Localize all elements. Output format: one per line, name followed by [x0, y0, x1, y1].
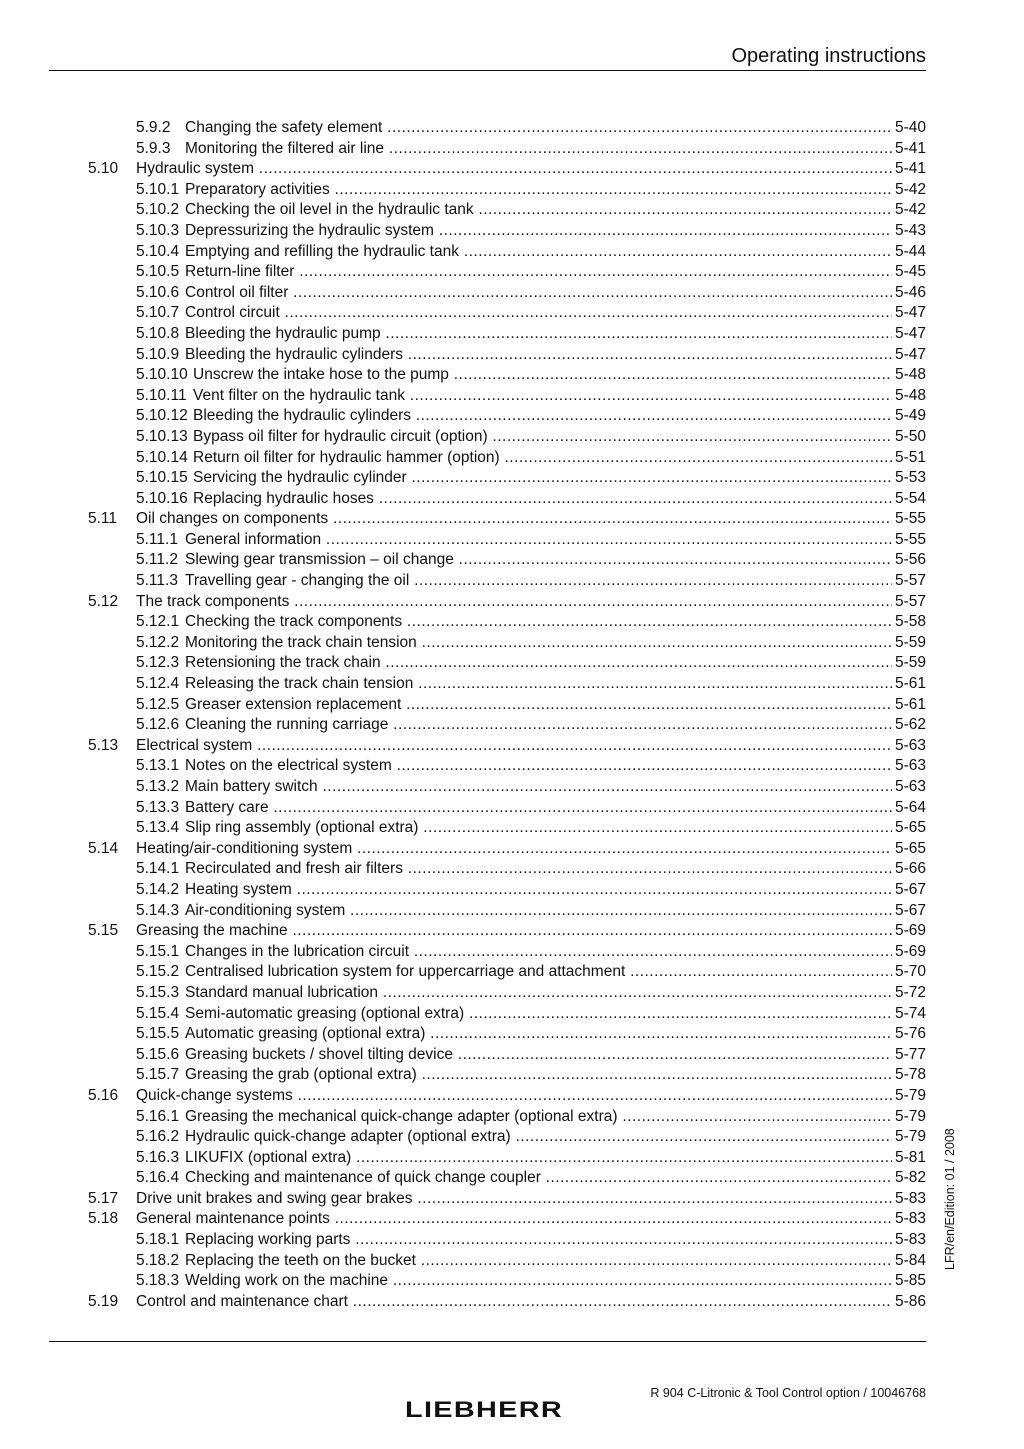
toc-entry-page: 5-79 [893, 1107, 926, 1128]
toc-entry-page: 5-42 [893, 200, 926, 221]
toc-entry-page: 5-70 [893, 962, 926, 983]
toc-entry-title: General information ..... [185, 530, 892, 551]
toc-entry-number: 5.18 [88, 1210, 119, 1228]
toc-entry-number: 5.10.13 [136, 427, 188, 445]
toc-entry[interactable] [88, 509, 926, 530]
toc-entry-title: General maintenance points ..... [136, 1209, 892, 1230]
toc-entry-number: 5.17 [88, 1189, 119, 1207]
toc-entry-title: Drive unit brakes and swing gear brakes ..... [136, 1189, 892, 1210]
toc-entry-title: Bleeding the hydraulic cylinders ..... [185, 345, 892, 366]
toc-entry-page: 5-43 [893, 221, 926, 242]
toc-entry-number: 5.12.5 [136, 695, 180, 713]
toc-entry[interactable] [88, 777, 926, 798]
toc-entry-title: Unscrew the intake hose to the pump ..... [193, 365, 892, 386]
toc-entry-page: 5-63 [893, 756, 926, 777]
toc-entry-number: 5.13 [88, 736, 119, 754]
toc-entry-page: 5-46 [893, 283, 926, 304]
toc-entry-number: 5.10.7 [136, 304, 180, 322]
toc-entry[interactable] [88, 962, 926, 983]
toc-entry-title: Slip ring assembly (optional extra) ..... [185, 818, 892, 839]
toc-entry-page: 5-42 [893, 180, 926, 201]
toc-entry-title: Control circuit ..... [185, 303, 892, 324]
toc-entry-number: 5.13.2 [136, 778, 180, 795]
toc-entry[interactable] [88, 1292, 926, 1313]
toc-entry-title: Quick-change systems ..... [136, 1086, 892, 1107]
toc-entry-title: Greasing the mechanical quick-change adapter (optional extra) ..... [185, 1107, 892, 1128]
toc-entry-title: Recirculated and fresh air filters ..... [185, 859, 892, 880]
toc-entry-title: Changing the safety element ..... [185, 118, 892, 139]
toc-entry[interactable] [88, 715, 926, 736]
toc-entry-title: Bleeding the hydraulic pump ..... [185, 324, 892, 345]
toc-entry-page: 5-50 [893, 427, 926, 448]
toc-entry[interactable] [88, 468, 926, 489]
toc-entry-page: 5-48 [893, 386, 926, 407]
toc-entry[interactable] [88, 221, 926, 242]
toc-entry-number: 5.15.4 [136, 1004, 180, 1022]
toc-entry-title: Preparatory activities ..... [185, 180, 892, 201]
toc-entry[interactable] [88, 1086, 926, 1107]
toc-entry-page: 5-85 [893, 1271, 926, 1292]
toc-entry-page: 5-63 [893, 777, 926, 798]
toc-entry-number: 5.10.8 [136, 324, 180, 342]
toc-entry-number: 5.12.6 [136, 716, 180, 734]
toc-entry-title: Notes on the electrical system ..... [185, 756, 892, 777]
toc-entry-title: Control oil filter ..... [185, 283, 892, 304]
toc-entry-page: 5-58 [893, 612, 926, 633]
toc-entry[interactable] [88, 139, 926, 160]
toc-entry-number: 5.10.3 [136, 221, 180, 239]
toc-entry-number: 5.10.5 [136, 263, 180, 281]
toc-entry[interactable] [88, 859, 926, 880]
toc-entry-title: Main battery switch ..... [185, 777, 892, 798]
toc-entry-page: 5-47 [893, 303, 926, 324]
toc-entry-title: Checking the oil level in the hydraulic tank ..... [185, 200, 892, 221]
toc-entry-number: 5.15.7 [136, 1066, 180, 1084]
toc-entry-title: Replacing the teeth on the bucket ..... [185, 1251, 892, 1272]
toc-entry-number: 5.10 [88, 160, 119, 178]
toc-entry[interactable] [88, 427, 926, 448]
toc-entry-number: 5.13.3 [136, 798, 180, 816]
toc-entry-title: Replacing hydraulic hoses ..... [193, 489, 892, 510]
toc-entry-number: 5.15 [88, 922, 119, 940]
toc-entry-number: 5.15.1 [136, 942, 180, 960]
toc-entry[interactable] [88, 550, 926, 571]
toc-entry-title: Monitoring the track chain tension ..... [185, 633, 892, 654]
toc-entry-number: 5.16.4 [136, 1169, 180, 1187]
toc-entry-title: Checking and maintenance of quick change coupler ..... [185, 1168, 892, 1189]
toc-entry-title: Oil changes on components ..... [136, 509, 892, 530]
toc-entry-title: Greasing the grab (optional extra) ..... [185, 1065, 892, 1086]
toc-entry[interactable] [88, 983, 926, 1004]
page-header-title: Operating instructions [731, 45, 926, 67]
toc-entry-number: 5.10.10 [136, 366, 188, 384]
toc-entry[interactable] [88, 571, 926, 592]
toc-entry[interactable] [88, 674, 926, 695]
toc-entry-number: 5.13.1 [136, 757, 180, 775]
toc-entry-page: 5-51 [893, 448, 926, 469]
edition-note: LFR/en/Edition: 01 / 2008 [943, 1128, 957, 1270]
toc-entry[interactable] [88, 1148, 926, 1169]
toc-entry-page: 5-65 [893, 818, 926, 839]
toc-entry[interactable] [88, 1230, 926, 1251]
toc-entry-number: 5.10.12 [136, 407, 188, 425]
toc-entry-title: Electrical system ..... [136, 736, 892, 757]
toc-entry-page: 5-48 [893, 365, 926, 386]
toc-entry-page: 5-59 [893, 633, 926, 654]
toc-entry[interactable] [88, 303, 926, 324]
toc-entry-number: 5.15.5 [136, 1025, 180, 1043]
toc-entry[interactable] [88, 612, 926, 633]
toc-entry[interactable] [88, 1168, 926, 1189]
toc-entry-page: 5-74 [893, 1004, 926, 1025]
toc-entry[interactable] [88, 818, 926, 839]
toc-entry-number: 5.12.2 [136, 633, 180, 651]
toc-entry-number: 5.11.3 [136, 572, 178, 590]
toc-entry-title: Automatic greasing (optional extra) ..... [185, 1024, 892, 1045]
toc-entry-number: 5.19 [88, 1292, 119, 1310]
toc-entry-page: 5-61 [893, 674, 926, 695]
toc-entry-title: Air-conditioning system ..... [185, 901, 892, 922]
toc-entry-number: 5.10.2 [136, 201, 180, 219]
toc-entry-title: Slewing gear transmission – oil change ..... [185, 550, 892, 571]
toc-entry-title: Releasing the track chain tension ..... [185, 674, 892, 695]
toc-entry-page: 5-81 [893, 1148, 926, 1169]
toc-entry-page: 5-55 [893, 530, 926, 551]
toc-entry-page: 5-44 [893, 242, 926, 263]
toc-entry[interactable] [88, 1271, 926, 1292]
toc-entry-number: 5.11.1 [136, 530, 178, 548]
toc-entry-page: 5-69 [893, 942, 926, 963]
footer-rule [49, 1341, 926, 1342]
toc-entry-title: Return-line filter ..... [185, 262, 892, 283]
toc-entry-title: Hydraulic quick-change adapter (optional extra) ..... [185, 1127, 892, 1148]
toc-entry-number: 5.14.3 [136, 901, 180, 919]
toc-entry-page: 5-83 [893, 1189, 926, 1210]
toc-entry-number: 5.18.2 [136, 1251, 180, 1269]
toc-entry-page: 5-47 [893, 345, 926, 366]
toc-entry-page: 5-76 [893, 1024, 926, 1045]
toc-entry-page: 5-47 [893, 324, 926, 345]
toc-entry-page: 5-40 [893, 118, 926, 139]
toc-entry[interactable] [88, 1127, 926, 1148]
toc-entry-title: Semi-automatic greasing (optional extra) ..... [185, 1004, 892, 1025]
toc-entry-title: Heating system ..... [185, 880, 892, 901]
toc-entry[interactable] [88, 901, 926, 922]
toc-entry-page: 5-66 [893, 859, 926, 880]
toc-entry-number: 5.12 [88, 592, 119, 610]
toc-entry-number: 5.10.11 [136, 386, 187, 404]
toc-entry-number: 5.13.4 [136, 819, 180, 837]
toc-entry[interactable] [88, 880, 926, 901]
toc-entry-title: Replacing working parts ..... [185, 1230, 892, 1251]
toc-entry[interactable] [88, 242, 926, 263]
toc-entry-page: 5-45 [893, 262, 926, 283]
toc-entry-page: 5-67 [893, 901, 926, 922]
toc-entry[interactable] [88, 489, 926, 510]
toc-entry[interactable] [88, 942, 926, 963]
toc-entry-title: Servicing the hydraulic cylinder ..... [193, 468, 892, 489]
toc-entry-title: Greasing the machine ..... [136, 921, 892, 942]
toc-entry[interactable] [88, 159, 926, 180]
toc-entry[interactable] [88, 345, 926, 366]
toc-entry-title: Hydraulic system ..... [136, 159, 892, 180]
toc-entry-page: 5-77 [893, 1045, 926, 1066]
toc-entry-number: 5.15.2 [136, 963, 180, 981]
table-of-contents [88, 118, 926, 1312]
toc-entry-number: 5.18.3 [136, 1272, 180, 1290]
toc-entry-page: 5-78 [893, 1065, 926, 1086]
toc-entry-number: 5.12.3 [136, 654, 180, 672]
toc-entry-page: 5-83 [893, 1209, 926, 1230]
toc-entry-page: 5-64 [893, 798, 926, 819]
toc-entry-page: 5-41 [893, 139, 926, 160]
header-rule [49, 70, 926, 71]
toc-entry-page: 5-83 [893, 1230, 926, 1251]
toc-entry-number: 5.14 [88, 839, 119, 857]
toc-entry-title: Emptying and refilling the hydraulic tank ..... [185, 242, 892, 263]
toc-entry[interactable] [88, 118, 926, 139]
toc-entry-number: 5.16.3 [136, 1148, 180, 1166]
toc-entry[interactable] [88, 653, 926, 674]
toc-entry[interactable] [88, 839, 926, 860]
toc-entry-title: Heating/air-conditioning system ..... [136, 839, 892, 860]
toc-entry-title: Changes in the lubrication circuit ..... [185, 942, 892, 963]
toc-entry-number: 5.16.1 [136, 1107, 180, 1125]
toc-entry-page: 5-54 [893, 489, 926, 510]
toc-entry-page: 5-84 [893, 1251, 926, 1272]
toc-entry-page: 5-79 [893, 1127, 926, 1148]
toc-entry-title: Retensioning the track chain ..... [185, 653, 892, 674]
toc-entry-page: 5-59 [893, 653, 926, 674]
toc-entry-title: Return oil filter for hydraulic hammer (option) ..... [193, 448, 892, 469]
toc-entry-page: 5-56 [893, 550, 926, 571]
toc-entry-title: Travelling gear - changing the oil ..... [185, 571, 892, 592]
toc-entry[interactable] [88, 1251, 926, 1272]
toc-entry-title: Control and maintenance chart ..... [136, 1292, 892, 1313]
toc-entry-page: 5-72 [893, 983, 926, 1004]
toc-entry-page: 5-49 [893, 406, 926, 427]
toc-entry[interactable] [88, 530, 926, 551]
toc-entry-number: 5.10.16 [136, 489, 188, 507]
toc-entry[interactable] [88, 695, 926, 716]
toc-entry-number: 5.10.9 [136, 345, 180, 363]
toc-entry-title: Depressurizing the hydraulic system ..... [185, 221, 892, 242]
toc-entry[interactable] [88, 756, 926, 777]
toc-entry-title: Greaser extension replacement ..... [185, 695, 892, 716]
toc-entry[interactable] [88, 1024, 926, 1045]
toc-entry[interactable] [88, 633, 926, 654]
toc-entry[interactable] [88, 200, 926, 221]
toc-entry-number: 5.15.6 [136, 1045, 180, 1063]
toc-entry[interactable] [88, 1065, 926, 1086]
toc-entry[interactable] [88, 324, 926, 345]
toc-entry[interactable] [88, 1004, 926, 1025]
toc-entry-title: Bleeding the hydraulic cylinders ..... [193, 406, 892, 427]
logo-text: LIEBHERR [405, 1398, 563, 1420]
toc-entry[interactable] [88, 736, 926, 757]
toc-entry-title: Battery care ..... [185, 798, 892, 819]
toc-entry-title: The track components ..... [136, 592, 892, 613]
toc-entry-number: 5.10.6 [136, 283, 180, 301]
toc-entry[interactable] [88, 448, 926, 469]
liebherr-logo [404, 1398, 564, 1420]
toc-entry-number: 5.11.2 [136, 551, 178, 569]
toc-entry-page: 5-55 [893, 509, 926, 530]
toc-entry-page: 5-79 [893, 1086, 926, 1107]
toc-entry-page: 5-69 [893, 921, 926, 942]
toc-entry-title: Bypass oil filter for hydraulic circuit (option) ..... [193, 427, 892, 448]
toc-entry-number: 5.14.2 [136, 880, 180, 898]
toc-entry-number: 5.16 [88, 1086, 119, 1104]
toc-entry-title: Welding work on the machine ..... [185, 1271, 892, 1292]
toc-entry[interactable] [88, 798, 926, 819]
toc-entry-page: 5-67 [893, 880, 926, 901]
toc-entry-page: 5-82 [893, 1168, 926, 1189]
toc-entry[interactable] [88, 1107, 926, 1128]
toc-entry-number: 5.16.2 [136, 1128, 180, 1146]
toc-entry-number: 5.12.1 [136, 613, 180, 631]
toc-entry[interactable] [88, 592, 926, 613]
toc-entry-page: 5-41 [893, 159, 926, 180]
toc-entry[interactable] [88, 921, 926, 942]
toc-entry[interactable] [88, 1209, 926, 1230]
toc-entry[interactable] [88, 283, 926, 304]
toc-entry-number: 5.9.3 [136, 139, 171, 157]
toc-entry-number: 5.14.1 [136, 860, 180, 878]
toc-entry-page: 5-86 [893, 1292, 926, 1313]
toc-entry-title: LIKUFIX (optional extra) ..... [185, 1148, 892, 1169]
toc-entry[interactable] [88, 1045, 926, 1066]
toc-entry[interactable] [88, 1189, 926, 1210]
toc-entry[interactable] [88, 386, 926, 407]
document-reference: R 904 C-Litronic & Tool Control option / 10046768 [650, 1386, 926, 1400]
toc-entry-page: 5-57 [893, 592, 926, 613]
toc-entry-title: Monitoring the filtered air line ..... [185, 139, 892, 160]
toc-entry-page: 5-62 [893, 715, 926, 736]
toc-entry-number: 5.9.2 [136, 119, 171, 136]
toc-entry[interactable] [88, 365, 926, 386]
toc-entry-page: 5-53 [893, 468, 926, 489]
toc-entry-title: Vent filter on the hydraulic tank ..... [193, 386, 892, 407]
toc-entry-number: 5.18.1 [136, 1231, 180, 1249]
toc-entry-number: 5.10.14 [136, 448, 188, 466]
toc-entry-number: 5.10.15 [136, 469, 188, 487]
toc-entry-page: 5-57 [893, 571, 926, 592]
toc-entry[interactable] [88, 262, 926, 283]
toc-entry-number: 5.10.4 [136, 242, 180, 260]
toc-entry-title: Cleaning the running carriage ..... [185, 715, 892, 736]
toc-entry-title: Greasing buckets / shovel tilting device ..... [185, 1045, 892, 1066]
toc-entry-title: Standard manual lubrication ..... [185, 983, 892, 1004]
toc-entry[interactable] [88, 180, 926, 201]
toc-entry-title: Centralised lubrication system for uppercarriage and attachment ..... [185, 962, 892, 983]
toc-entry-number: 5.10.1 [136, 180, 180, 198]
toc-entry[interactable] [88, 406, 926, 427]
toc-entry-number: 5.12.4 [136, 675, 180, 693]
toc-entry-title: Checking the track components ..... [185, 612, 892, 633]
toc-entry-page: 5-63 [893, 736, 926, 757]
toc-entry-page: 5-61 [893, 695, 926, 716]
toc-entry-number: 5.11 [88, 510, 118, 528]
toc-entry-page: 5-65 [893, 839, 926, 860]
toc-entry-number: 5.15.3 [136, 983, 180, 1001]
